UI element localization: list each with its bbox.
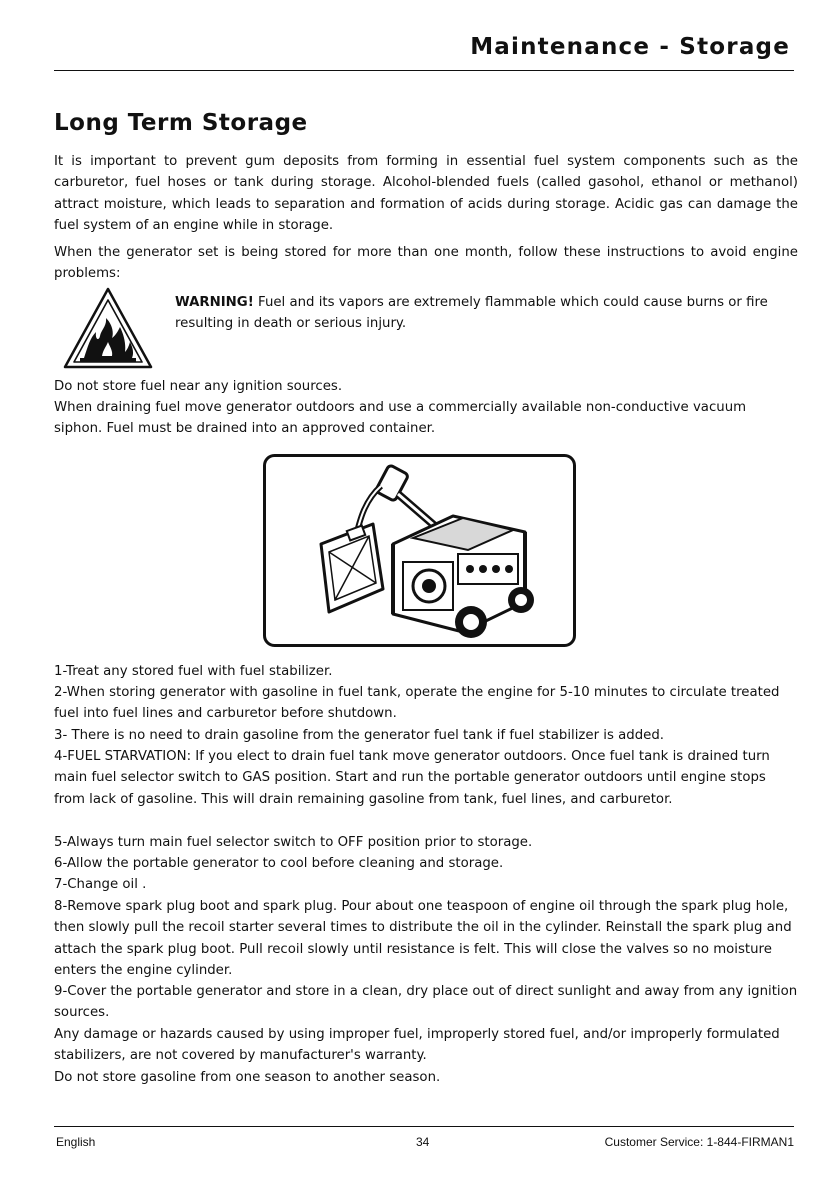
page-header — [54, 34, 794, 71]
fuel-note-draining: When draining fuel move generator outdoors and use a commercially available non-conductive vacuum siphon. Fuel must be drained into an approved container. — [54, 400, 747, 437]
footer-page-number: 34 — [416, 1135, 430, 1149]
section-title: Long Term Storage — [54, 110, 308, 136]
season-note: Do not store gasoline from one season to another season. — [54, 1070, 441, 1085]
warning-label: WARNING! — [175, 295, 254, 310]
intro-paragraph: It is important to prevent gum deposits from forming in essential fuel system components such as the carburetor, fuel hoses or tank during storage. Alcohol-blended fuels (called gasohol, ethanol or methanol) attract moisture, which leads to separation and formation of acids during storage. Acidic gas can damage the fuel system of an engine while in storage. — [54, 154, 798, 233]
step-3: 3- There is no need to drain gasoline from the generator fuel tank if fuel stabilizer is added. — [54, 728, 664, 743]
step-7: 7-Change oil . — [54, 877, 147, 892]
warning-message — [175, 292, 795, 335]
page-footer — [54, 1126, 794, 1149]
footer-customer-service: Customer Service: 1-844-FIRMAN1 — [604, 1135, 794, 1149]
step-5: 5-Always turn main fuel selector switch to OFF position prior to storage. — [54, 835, 533, 850]
generator-siphon-illustration — [263, 454, 576, 647]
footer-language: English — [56, 1135, 96, 1149]
step-8: 8-Remove spark plug boot and spark plug. Pour about one teaspoon of engine oil through the spark plug hole, then slowly pull the recoil starter several times to distribute the oil in the cylinder. Reinstall the spark plug and attach the spark plug boot. Pull recoil slowly until resistance is felt. This will close the valves so no moisture enters the engine cylinder. — [54, 899, 792, 978]
step-1: 1-Treat any stored fuel with fuel stabilizer. — [54, 664, 333, 679]
warranty-note: Any damage or hazards caused by using improper fuel, improperly stored fuel, and/or improperly formulated stabilizers, are not covered by manufacturer's warranty. — [54, 1027, 780, 1064]
step-9: 9-Cover the portable generator and store in a clean, dry place out of direct sunlight and away from any ignition sources. — [54, 984, 798, 1021]
step-4: 4-FUEL STARVATION: If you elect to drain fuel tank move generator outdoors. Once fuel tank is drained turn main fuel selector switch to GAS position. Start and run the portable generator outdoors until engine stops from lack of gasoline. This will drain remaining gasoline from tank, fuel lines, and carburetor. — [54, 749, 770, 807]
warning-body: Fuel and its vapors are extremely flammable which could cause burns or fire resulting in death or serious injury. — [175, 295, 768, 332]
step-6: 6-Allow the portable generator to cool before cleaning and storage. — [54, 856, 504, 871]
step-2: 2-When storing generator with gasoline in fuel tank, operate the engine for 5-10 minutes to circulate treated fuel into fuel lines and carburetor before shutdown. — [54, 685, 780, 722]
fire-hazard-warning-icon — [62, 286, 154, 370]
page-title: Maintenance - Storage — [470, 34, 790, 60]
instructions-lead: When the generator set is being stored for more than one month, follow these instructions to avoid engine problems: — [54, 245, 798, 282]
fuel-note-ignition: Do not store fuel near any ignition sources. — [54, 379, 343, 394]
